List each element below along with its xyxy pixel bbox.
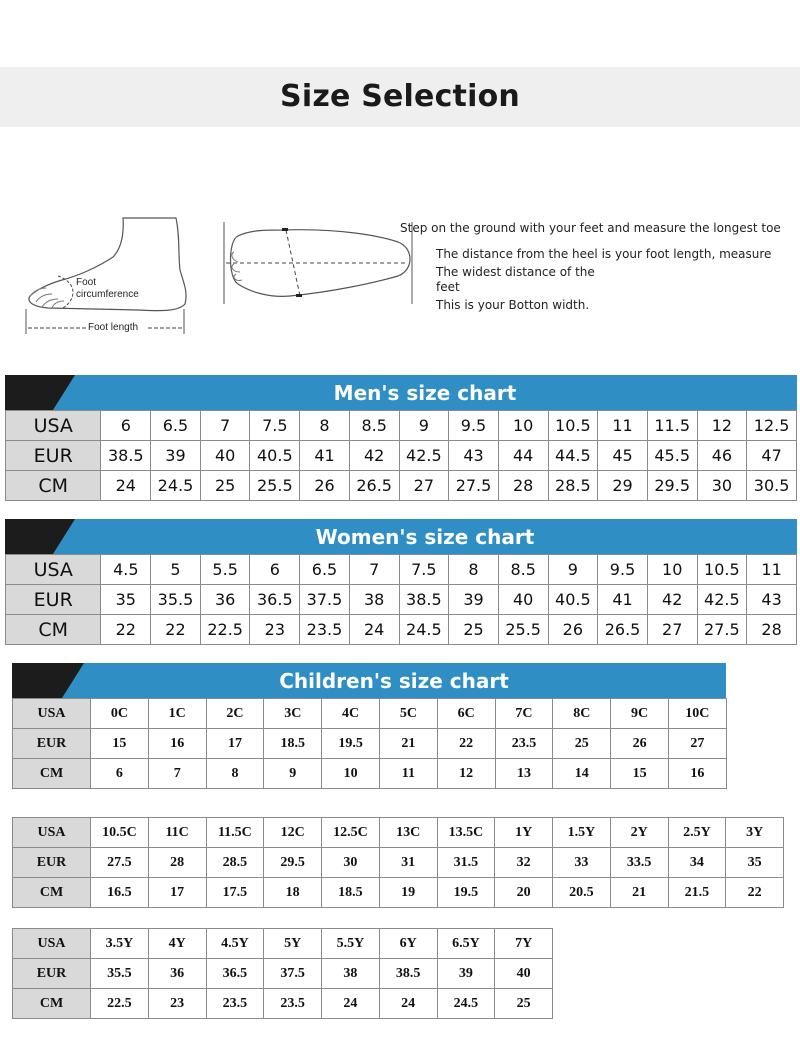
size-cell: 23.5 <box>300 615 350 645</box>
row-label: EUR <box>6 441 101 471</box>
size-cell: 37.5 <box>264 959 322 989</box>
size-cell: 7Y <box>495 929 553 959</box>
size-cell: 31.5 <box>437 848 495 878</box>
size-cell: 25 <box>495 989 553 1019</box>
size-cell: 22 <box>437 729 495 759</box>
size-cell: 4.5Y <box>206 929 264 959</box>
table-row-usa <box>6 411 797 441</box>
instruction-line-3: The widest distance of the <box>436 265 595 279</box>
size-cell: 44.5 <box>548 441 598 471</box>
size-cell: 25 <box>553 729 611 759</box>
size-cell: 4Y <box>148 929 206 959</box>
size-cell: 30 <box>697 471 747 501</box>
row-label: USA <box>13 929 91 959</box>
mens-size-table <box>5 410 797 501</box>
childrens-chart-title: Children's size chart <box>279 669 509 693</box>
size-cell: 40 <box>498 585 548 615</box>
size-cell: 43 <box>449 441 499 471</box>
row-label: USA <box>13 699 91 729</box>
size-cell: 23.5 <box>264 989 322 1019</box>
size-cell: 35 <box>726 848 784 878</box>
size-cell: 4C <box>322 699 380 729</box>
size-cell: 23 <box>148 989 206 1019</box>
row-label: EUR <box>13 729 91 759</box>
size-cell: 27 <box>668 729 726 759</box>
instruction-line-1: Step on the ground with your feet and measure the longest toe <box>400 221 781 235</box>
mens-chart-title: Men's size chart <box>333 381 517 405</box>
size-cell: 28 <box>747 615 797 645</box>
size-cell: 8 <box>300 411 350 441</box>
size-cell: 8 <box>206 759 264 789</box>
childrens-size-chart-continued-2 <box>12 928 552 1019</box>
size-cell: 10 <box>498 411 548 441</box>
size-cell: 24.5 <box>399 615 449 645</box>
size-cell: 8.5 <box>498 555 548 585</box>
size-cell: 40 <box>495 959 553 989</box>
size-cell: 39 <box>449 585 499 615</box>
size-cell: 35.5 <box>151 585 201 615</box>
size-cell: 16 <box>668 759 726 789</box>
page-title: Size Selection <box>280 79 520 114</box>
size-cell: 3Y <box>726 818 784 848</box>
foot-top-illustration <box>220 218 415 308</box>
row-label: USA <box>13 818 91 848</box>
size-cell: 25 <box>200 471 250 501</box>
size-cell: 18 <box>264 878 322 908</box>
foot-top-diagram <box>220 218 415 308</box>
size-cell: 4.5 <box>101 555 151 585</box>
size-cell: 27.5 <box>697 615 747 645</box>
size-cell: 10 <box>647 555 697 585</box>
size-cell: 2C <box>206 699 264 729</box>
size-cell: 32 <box>495 848 553 878</box>
size-cell: 31 <box>379 848 437 878</box>
size-cell: 24 <box>349 615 399 645</box>
foot-circumference-label-2: circumference <box>76 289 139 300</box>
size-cell: 23.5 <box>206 989 264 1019</box>
size-cell: 44 <box>498 441 548 471</box>
size-cell: 6 <box>250 555 300 585</box>
size-cell: 6 <box>91 759 149 789</box>
size-cell: 14 <box>553 759 611 789</box>
table-row-cm <box>6 615 797 645</box>
row-label: CM <box>6 471 101 501</box>
size-cell: 47 <box>747 441 797 471</box>
size-cell: 20 <box>495 878 553 908</box>
size-cell: 39 <box>151 441 201 471</box>
size-cell: 5 <box>151 555 201 585</box>
size-cell: 17 <box>206 729 264 759</box>
size-cell: 26 <box>611 729 669 759</box>
size-cell: 18.5 <box>322 878 380 908</box>
size-cell: 42 <box>349 441 399 471</box>
table-row-eur <box>6 585 797 615</box>
size-cell: 6C <box>437 699 495 729</box>
size-cell: 1.5Y <box>553 818 611 848</box>
size-cell: 29.5 <box>264 848 322 878</box>
size-cell: 17 <box>148 878 206 908</box>
size-cell: 12 <box>697 411 747 441</box>
size-cell: 6 <box>101 411 151 441</box>
table-row-cm <box>13 759 727 789</box>
table-row-eur <box>13 848 784 878</box>
foot-length-label: Foot length <box>88 322 139 333</box>
size-cell: 42.5 <box>697 585 747 615</box>
size-cell: 19.5 <box>437 878 495 908</box>
size-cell: 9.5 <box>449 411 499 441</box>
size-cell: 10 <box>322 759 380 789</box>
size-cell: 26 <box>300 471 350 501</box>
size-cell: 15 <box>91 729 149 759</box>
size-cell: 28 <box>498 471 548 501</box>
size-cell: 22 <box>101 615 151 645</box>
childrens-size-chart-continued <box>12 817 783 908</box>
row-label: CM <box>13 989 91 1019</box>
table-row-eur <box>13 729 727 759</box>
size-cell: 28.5 <box>206 848 264 878</box>
size-cell: 29 <box>598 471 648 501</box>
table-row-usa <box>13 929 553 959</box>
size-cell: 35.5 <box>91 959 149 989</box>
size-cell: 34 <box>668 848 726 878</box>
table-row-cm <box>13 878 784 908</box>
size-cell: 13 <box>495 759 553 789</box>
foot-circumference-label-1: Foot <box>76 277 97 288</box>
size-cell: 24 <box>322 989 380 1019</box>
size-cell: 26.5 <box>598 615 648 645</box>
womens-chart-header <box>5 519 797 554</box>
title-band <box>0 67 800 127</box>
size-cell: 9C <box>611 699 669 729</box>
table-row-usa <box>6 555 797 585</box>
childrens-size-table-3 <box>12 928 553 1019</box>
size-cell: 11 <box>747 555 797 585</box>
size-cell: 25 <box>449 615 499 645</box>
size-cell: 23.5 <box>495 729 553 759</box>
size-cell: 5Y <box>264 929 322 959</box>
row-label: EUR <box>13 848 91 878</box>
size-cell: 7 <box>349 555 399 585</box>
size-cell: 36.5 <box>206 959 264 989</box>
size-cell: 38.5 <box>101 441 151 471</box>
size-cell: 27.5 <box>449 471 499 501</box>
instruction-line-2: The distance from the heel is your foot length, measure <box>436 247 772 261</box>
table-row-usa <box>13 818 784 848</box>
table-row-cm <box>13 989 553 1019</box>
size-cell: 33.5 <box>610 848 668 878</box>
size-cell: 9 <box>548 555 598 585</box>
size-cell: 9 <box>399 411 449 441</box>
childrens-size-table-2 <box>12 817 784 908</box>
size-cell: 16.5 <box>91 878 149 908</box>
size-cell: 19.5 <box>322 729 380 759</box>
size-cell: 26 <box>548 615 598 645</box>
size-cell: 15 <box>611 759 669 789</box>
size-cell: 6.5 <box>300 555 350 585</box>
row-label: EUR <box>6 585 101 615</box>
size-cell: 2.5Y <box>668 818 726 848</box>
childrens-size-chart <box>12 663 726 789</box>
size-cell: 10C <box>668 699 726 729</box>
size-cell: 38.5 <box>399 585 449 615</box>
size-cell: 13.5C <box>437 818 495 848</box>
size-cell: 28 <box>148 848 206 878</box>
size-cell: 6.5Y <box>437 929 495 959</box>
table-row-eur <box>6 441 797 471</box>
size-cell: 10.5 <box>548 411 598 441</box>
size-cell: 1Y <box>495 818 553 848</box>
table-row-usa <box>13 699 727 729</box>
size-cell: 10.5C <box>91 818 149 848</box>
size-cell: 12 <box>437 759 495 789</box>
size-cell: 46 <box>697 441 747 471</box>
size-cell: 11C <box>148 818 206 848</box>
size-cell: 8 <box>449 555 499 585</box>
size-cell: 28.5 <box>548 471 598 501</box>
size-cell: 20.5 <box>553 878 611 908</box>
mens-chart-header <box>5 375 797 410</box>
size-cell: 12.5 <box>747 411 797 441</box>
size-cell: 18.5 <box>264 729 322 759</box>
size-cell: 0C <box>91 699 149 729</box>
size-cell: 35 <box>101 585 151 615</box>
size-cell: 22 <box>726 878 784 908</box>
size-cell: 22.5 <box>91 989 149 1019</box>
instruction-line-4: feet <box>436 280 460 294</box>
size-cell: 25.5 <box>498 615 548 645</box>
size-cell: 43 <box>747 585 797 615</box>
size-cell: 3.5Y <box>91 929 149 959</box>
size-cell: 25.5 <box>250 471 300 501</box>
size-cell: 26.5 <box>349 471 399 501</box>
size-cell: 6Y <box>379 929 437 959</box>
row-label: USA <box>6 411 101 441</box>
size-cell: 29.5 <box>647 471 697 501</box>
size-cell: 45 <box>598 441 648 471</box>
size-cell: 6.5 <box>151 411 201 441</box>
table-row-eur <box>13 959 553 989</box>
size-cell: 8.5 <box>349 411 399 441</box>
womens-size-chart <box>5 519 797 645</box>
size-cell: 36 <box>148 959 206 989</box>
size-cell: 21 <box>610 878 668 908</box>
size-cell: 38 <box>322 959 380 989</box>
row-label: CM <box>6 615 101 645</box>
size-cell: 2Y <box>610 818 668 848</box>
size-cell: 21 <box>379 729 437 759</box>
size-cell: 40.5 <box>250 441 300 471</box>
size-cell: 24 <box>101 471 151 501</box>
size-cell: 27 <box>399 471 449 501</box>
size-cell: 23 <box>250 615 300 645</box>
size-cell: 22.5 <box>200 615 250 645</box>
size-cell: 1C <box>148 699 206 729</box>
instruction-line-5: This is your Botton width. <box>436 298 590 312</box>
size-cell: 13C <box>379 818 437 848</box>
size-cell: 27 <box>647 615 697 645</box>
size-cell: 19 <box>379 878 437 908</box>
row-label: USA <box>6 555 101 585</box>
size-cell: 7.5 <box>250 411 300 441</box>
childrens-size-table-1 <box>12 698 727 789</box>
size-cell: 11.5C <box>206 818 264 848</box>
size-cell: 36 <box>200 585 250 615</box>
size-cell: 39 <box>437 959 495 989</box>
size-cell: 17.5 <box>206 878 264 908</box>
size-cell: 38 <box>349 585 399 615</box>
row-label: CM <box>13 759 91 789</box>
womens-chart-title: Women's size chart <box>315 525 535 549</box>
size-cell: 45.5 <box>647 441 697 471</box>
size-cell: 36.5 <box>250 585 300 615</box>
size-cell: 16 <box>148 729 206 759</box>
size-cell: 24 <box>379 989 437 1019</box>
size-cell: 11 <box>598 411 648 441</box>
mens-size-chart <box>5 375 797 501</box>
size-cell: 12.5C <box>322 818 380 848</box>
table-row-cm <box>6 471 797 501</box>
size-cell: 9 <box>264 759 322 789</box>
size-cell: 5.5Y <box>322 929 380 959</box>
size-cell: 11 <box>379 759 437 789</box>
foot-side-diagram <box>18 212 198 340</box>
foot-side-illustration <box>18 212 198 340</box>
size-cell: 24.5 <box>437 989 495 1019</box>
size-cell: 42.5 <box>399 441 449 471</box>
size-cell: 42 <box>647 585 697 615</box>
size-cell: 7 <box>148 759 206 789</box>
size-cell: 10.5 <box>697 555 747 585</box>
size-cell: 41 <box>300 441 350 471</box>
size-cell: 5C <box>379 699 437 729</box>
size-cell: 11.5 <box>647 411 697 441</box>
size-cell: 7C <box>495 699 553 729</box>
size-cell: 40.5 <box>548 585 598 615</box>
size-cell: 22 <box>151 615 201 645</box>
size-cell: 7 <box>200 411 250 441</box>
size-cell: 30 <box>322 848 380 878</box>
size-cell: 24.5 <box>151 471 201 501</box>
size-cell: 30.5 <box>747 471 797 501</box>
size-cell: 5.5 <box>200 555 250 585</box>
size-cell: 9.5 <box>598 555 648 585</box>
size-cell: 33 <box>553 848 611 878</box>
size-cell: 8C <box>553 699 611 729</box>
row-label: EUR <box>13 959 91 989</box>
size-cell: 3C <box>264 699 322 729</box>
size-cell: 37.5 <box>300 585 350 615</box>
size-cell: 21.5 <box>668 878 726 908</box>
childrens-chart-header <box>12 663 726 698</box>
womens-size-table <box>5 554 797 645</box>
size-cell: 41 <box>598 585 648 615</box>
size-cell: 27.5 <box>91 848 149 878</box>
size-cell: 12C <box>264 818 322 848</box>
row-label: CM <box>13 878 91 908</box>
size-cell: 40 <box>200 441 250 471</box>
size-cell: 7.5 <box>399 555 449 585</box>
size-cell: 38.5 <box>379 959 437 989</box>
